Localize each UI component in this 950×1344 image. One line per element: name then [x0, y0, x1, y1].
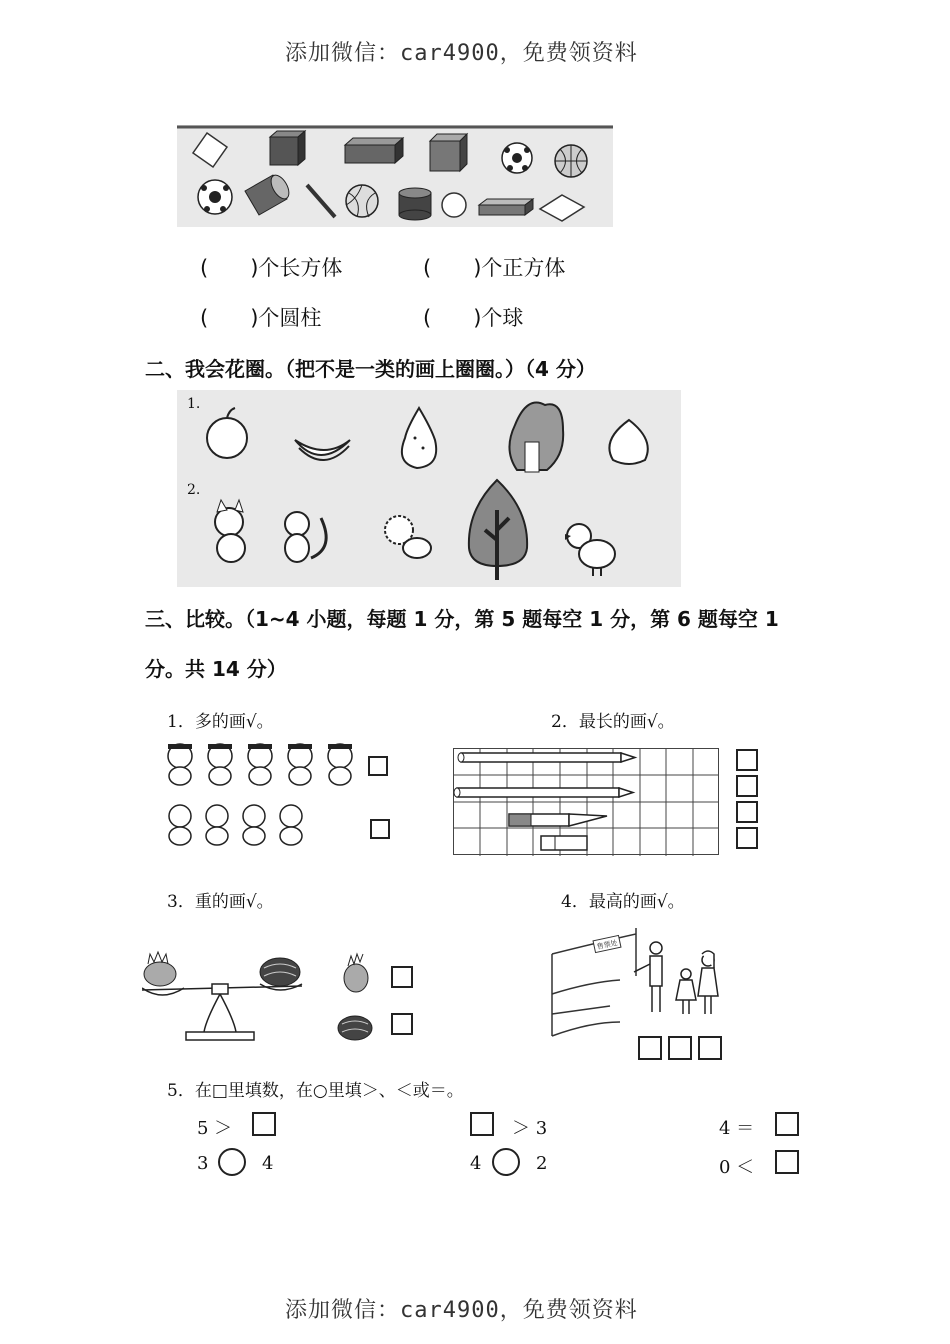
- q5-prompt: 5．在□里填数，在○里填＞、＜或＝。: [167, 1081, 464, 1101]
- basketball-shape: [555, 145, 587, 177]
- q3-prompt: 3．重的画√。: [167, 892, 274, 912]
- cabbage-icon: [509, 403, 563, 473]
- expr-f-left: 0 ＜: [719, 1157, 755, 1178]
- blank-sphere: [423, 302, 523, 332]
- paren-blank[interactable]: ( ): [423, 306, 482, 330]
- answer-box-q2-1[interactable]: [736, 749, 758, 771]
- sheep-icon: [385, 516, 431, 558]
- soccer-ball-shape-2: [198, 180, 232, 214]
- answer-box-q3-watermelon[interactable]: [391, 1013, 413, 1035]
- answer-circle-expr-e[interactable]: [492, 1148, 520, 1176]
- watermelon-icon-scale: [260, 958, 300, 986]
- row-label-1: 1.: [187, 396, 201, 412]
- pencil-short-icon: [454, 788, 633, 797]
- soccer-ball-shape-1: [502, 143, 532, 173]
- q2-prompt: 2．最长的画√。: [551, 712, 675, 732]
- blank-cylinder: [200, 302, 321, 332]
- expr-d-right: 4: [262, 1153, 274, 1174]
- answer-circle-expr-d[interactable]: [218, 1148, 246, 1176]
- answer-box-q1-cows[interactable]: [370, 819, 390, 839]
- row-label-2: 2.: [187, 482, 201, 498]
- expr-e-right: 2: [536, 1153, 548, 1174]
- paren-blank[interactable]: ( ): [200, 306, 259, 330]
- square-flat-shape: [193, 133, 227, 167]
- section3-heading-line1: 三、比较。（1~4 小题，每题 1 分，第 5 题每空 1 分，第 6 题每空 1: [145, 607, 779, 631]
- answer-box-expr-c[interactable]: [775, 1112, 799, 1136]
- woman-icon: [698, 951, 718, 1014]
- q4-height-illustration: [550, 910, 730, 1040]
- answer-box-q4-3[interactable]: [698, 1036, 722, 1060]
- banana-icon: [295, 440, 350, 460]
- tree-icon: [469, 480, 527, 580]
- blank-label: 个球: [481, 306, 524, 330]
- apple-icon: [207, 408, 247, 458]
- blank-cuboid: [200, 252, 342, 282]
- answer-box-q4-1[interactable]: [638, 1036, 662, 1060]
- cow-icon: [169, 805, 302, 845]
- answer-box-q2-3[interactable]: [736, 801, 758, 823]
- q4-prompt: 4．最高的画√。: [561, 892, 685, 912]
- cylinder-tilted-shape: [245, 172, 293, 215]
- q2-grid-illustration: [453, 748, 719, 856]
- expr-e-left: 4: [470, 1153, 482, 1174]
- answer-box-expr-f[interactable]: [775, 1150, 799, 1174]
- cuboid-shape-2: [479, 199, 533, 215]
- expr-b-right: ＞ 3: [512, 1118, 548, 1139]
- pencil-long-icon: [458, 753, 635, 762]
- watermark-bottom: 添加微信：car4900，免费领资料: [285, 1298, 638, 1323]
- cube-shape-1: [270, 131, 305, 165]
- q3-balance-illustration: [142, 950, 382, 1050]
- expr-a-left: 5 ＞: [197, 1118, 233, 1139]
- cuboid-shape-1: [345, 138, 403, 163]
- answer-box-q3-pineapple[interactable]: [391, 966, 413, 988]
- chick-icon: [565, 524, 615, 576]
- shapes-figure: [177, 125, 613, 227]
- pineapple-icon: [344, 954, 368, 992]
- peach-icon: [609, 420, 647, 464]
- shapes-illustration: [177, 125, 613, 227]
- classify-illustration: [177, 390, 681, 587]
- man-icon: [634, 942, 662, 1012]
- q1-prompt: 1．多的画√。: [167, 712, 274, 732]
- watermelon-icon: [338, 1016, 372, 1040]
- section2-heading: 二、我会花圈。（把不是一类的画上圈圈。）（4 分）: [145, 357, 596, 381]
- squirrel-icon: [285, 512, 326, 562]
- answer-box-expr-a[interactable]: [252, 1112, 276, 1136]
- expr-d-left: 3: [197, 1153, 209, 1174]
- answer-box-expr-b[interactable]: [470, 1112, 494, 1136]
- balance-scale-icon: [142, 984, 302, 1040]
- dog-icon: [168, 744, 352, 785]
- answer-box-q2-2[interactable]: [736, 775, 758, 797]
- expr-c-left: 4 ＝: [719, 1118, 755, 1139]
- volleyball-shape: [346, 185, 378, 217]
- blank-label: 个正方体: [481, 256, 566, 280]
- watermark-top: 添加微信：car4900，免费领资料: [285, 41, 638, 66]
- stick-shape: [307, 185, 335, 217]
- section3-heading-line2: 分。共 14 分）: [145, 657, 287, 681]
- paren-blank[interactable]: ( ): [423, 256, 482, 280]
- rhombus-flat-shape: [540, 195, 584, 221]
- answer-box-q2-4[interactable]: [736, 827, 758, 849]
- eraser-icon: [541, 836, 587, 850]
- blank-label: 个长方体: [258, 256, 343, 280]
- classify-figure: [177, 390, 681, 587]
- circle-flat-shape: [442, 193, 466, 217]
- girl-icon: [676, 969, 696, 1014]
- cylinder-upright-shape: [399, 188, 431, 220]
- knife-icon: [509, 814, 607, 826]
- booth-sign-text: 售票处: [596, 938, 619, 952]
- answer-box-q1-dogs[interactable]: [368, 756, 388, 776]
- blank-label: 个圆柱: [258, 306, 322, 330]
- cube-shape-2: [430, 134, 467, 171]
- blank-cube: [423, 252, 565, 282]
- pineapple-icon-scale: [144, 952, 176, 986]
- pear-icon: [402, 408, 436, 468]
- paren-blank[interactable]: ( ): [200, 256, 259, 280]
- q1-animals-illustration: [162, 738, 362, 850]
- cat-icon: [215, 500, 245, 562]
- answer-box-q4-2[interactable]: [668, 1036, 692, 1060]
